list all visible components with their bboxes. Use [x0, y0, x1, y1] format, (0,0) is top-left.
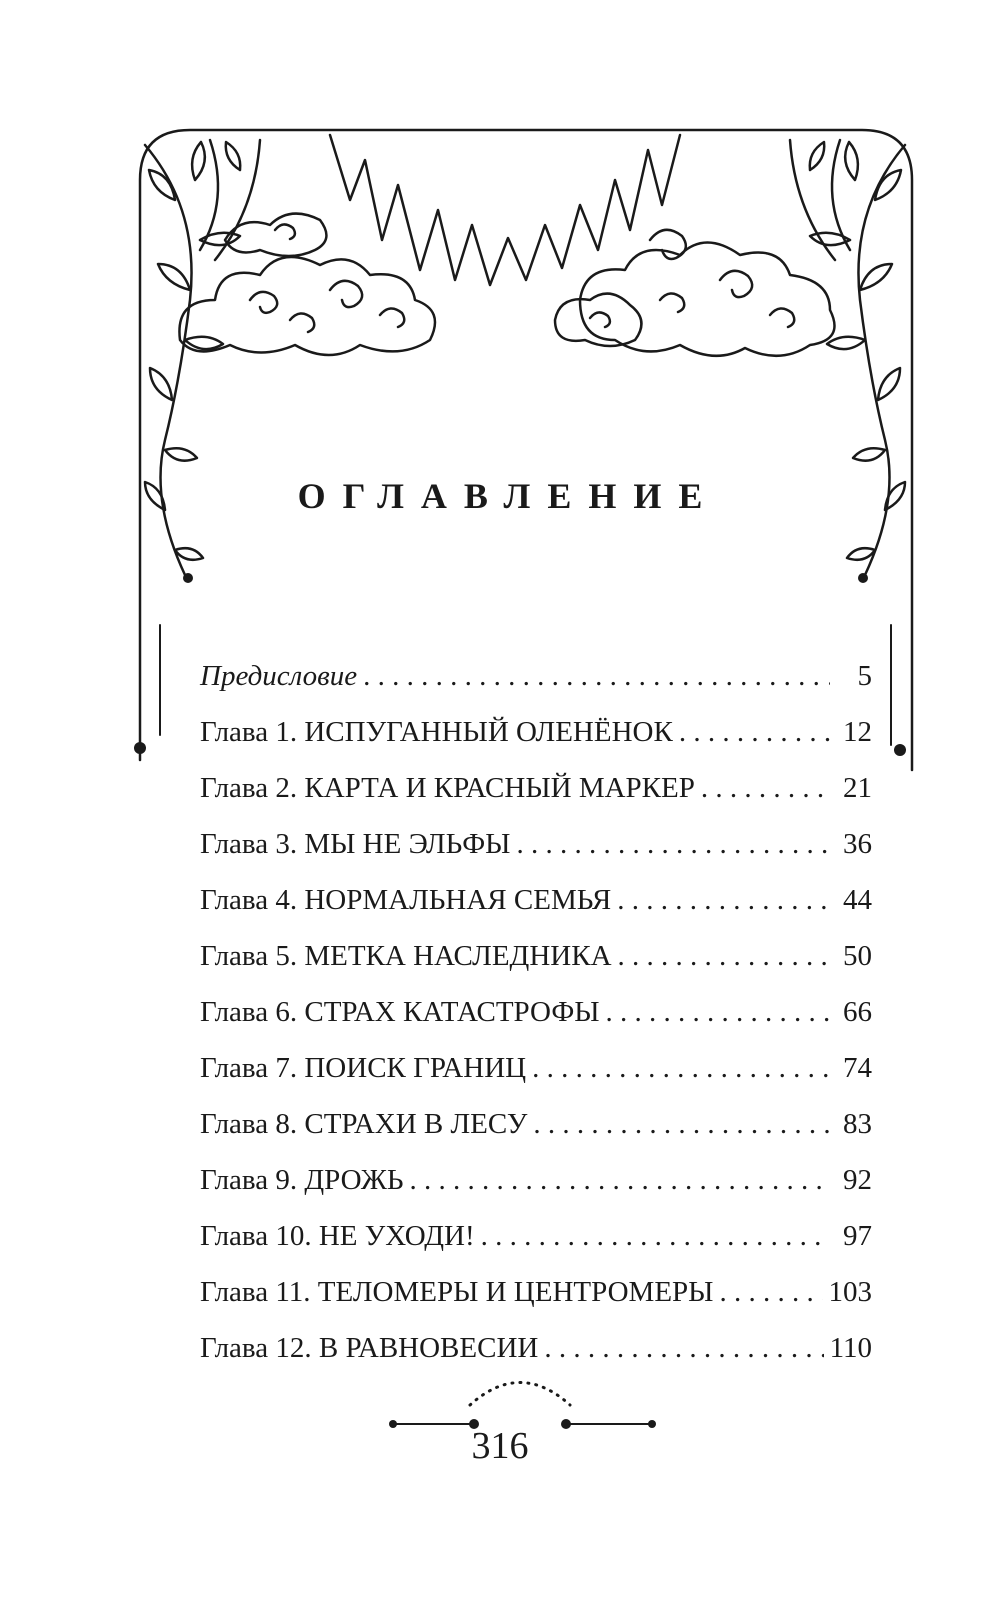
frame-left-end-dot	[134, 742, 146, 754]
toc-entry[interactable]	[200, 1108, 872, 1164]
toc-entry-page: 36	[843, 828, 872, 860]
toc-entry-title: Глава 7. ПОИСК ГРАНИЦ	[200, 1052, 527, 1084]
toc-dot-leader	[532, 1052, 830, 1085]
toc-dot-leader	[719, 1276, 822, 1309]
toc-entry[interactable]	[200, 828, 872, 884]
toc-dot-leader	[516, 828, 830, 861]
toc-entry-page: 12	[843, 716, 872, 748]
toc-entry-page: 103	[828, 1276, 872, 1308]
toc-entry-page: 5	[857, 660, 872, 692]
toc-dot-leader	[533, 1108, 830, 1141]
toc-entry[interactable]	[200, 940, 872, 996]
toc-entry-title: Предисловие	[200, 660, 358, 692]
toc-entry-page: 66	[843, 996, 872, 1028]
toc-entry-title: Глава 12. В РАВНОВЕСИИ	[200, 1332, 539, 1364]
toc-entry-page: 74	[843, 1052, 872, 1084]
toc-entry[interactable]	[200, 660, 872, 716]
toc-entry-title: Глава 6. СТРАХ КАТАСТРОФЫ	[200, 996, 600, 1028]
toc-entry[interactable]	[200, 996, 872, 1052]
toc-entry[interactable]	[200, 1332, 872, 1388]
toc-entry-page: 21	[843, 772, 872, 804]
toc-entry[interactable]	[200, 1052, 872, 1108]
toc-entry-page: 83	[843, 1108, 872, 1140]
toc-entry[interactable]	[200, 772, 872, 828]
page-number: 316	[471, 1425, 529, 1467]
frame-right-end-dot	[894, 744, 906, 756]
toc-dot-leader	[679, 716, 830, 749]
toc-heading: ОГЛАВЛЕНИЕ	[297, 476, 720, 516]
toc-entry-title: Глава 2. КАРТА И КРАСНЫЙ МАРКЕР	[200, 772, 695, 804]
toc-entry-title: Глава 3. МЫ НЕ ЭЛЬФЫ	[200, 828, 511, 860]
toc-entry[interactable]	[200, 1276, 872, 1332]
toc-entry-title: Глава 9. ДРОЖЬ	[200, 1164, 404, 1196]
toc-entry-title: Глава 10. НЕ УХОДИ!	[200, 1220, 475, 1252]
toc-entry-title: Глава 1. ИСПУГАННЫЙ ОЛЕНЁНОК	[200, 716, 673, 748]
toc-entry-title: Глава 4. НОРМАЛЬНАЯ СЕМЬЯ	[200, 884, 612, 916]
toc-entry[interactable]	[200, 716, 872, 772]
toc-dot-leader	[409, 1164, 830, 1197]
toc-entry-title: Глава 8. СТРАХИ В ЛЕСУ	[200, 1108, 528, 1140]
toc-entry-page: 97	[843, 1220, 872, 1252]
toc-list	[200, 660, 872, 1388]
vine-right-bud	[858, 573, 868, 583]
toc-dot-leader	[617, 884, 830, 917]
toc-entry[interactable]	[200, 1164, 872, 1220]
toc-entry-title: Глава 5. МЕТКА НАСЛЕДНИКА	[200, 940, 612, 972]
vine-left-bud	[183, 573, 193, 583]
toc-dot-leader	[481, 1220, 830, 1253]
toc-entry[interactable]	[200, 884, 872, 940]
toc-dot-leader	[544, 1332, 823, 1365]
toc-dot-leader	[606, 996, 830, 1029]
toc-entry-title: Глава 11. ТЕЛОМЕРЫ И ЦЕНТРОМЕРЫ	[200, 1276, 714, 1308]
cloud-left	[179, 214, 435, 355]
toc-dot-leader	[701, 772, 830, 805]
toc-entry-page: 44	[843, 884, 872, 916]
zigzag-ornament	[330, 135, 680, 285]
toc-dot-leader	[618, 940, 830, 973]
toc-entry-page: 110	[829, 1332, 872, 1364]
toc-entry-page: 50	[843, 940, 872, 972]
toc-dot-leader	[363, 660, 830, 693]
toc-entry[interactable]	[200, 1220, 872, 1276]
toc-entry-page: 92	[843, 1164, 872, 1196]
